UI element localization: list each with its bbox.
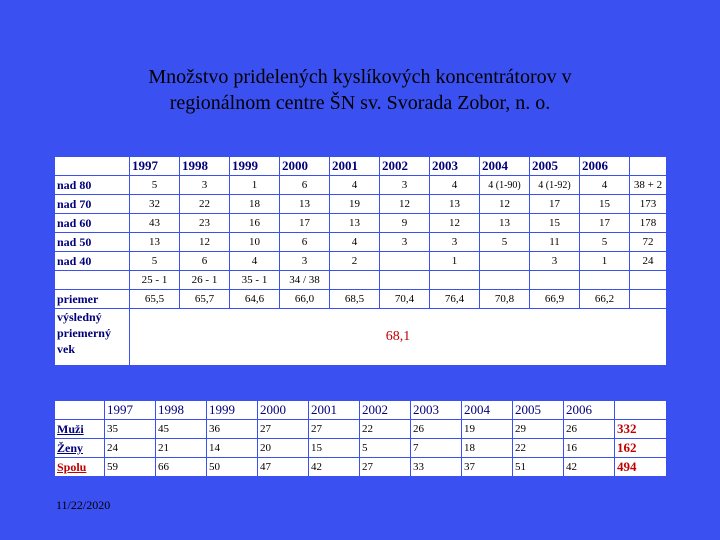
table-cell <box>480 271 530 290</box>
table-cell: 4 <box>580 176 630 195</box>
header-year: 1998 <box>156 401 207 420</box>
header-year: 1997 <box>105 401 156 420</box>
slide-title <box>40 64 680 116</box>
average-value: 65,7 <box>180 290 230 309</box>
table-cell: 11 <box>530 233 580 252</box>
table-cell: 35 - 1 <box>230 271 280 290</box>
table-row <box>55 176 667 195</box>
table-row <box>55 420 667 439</box>
table-cell: 27 <box>258 420 309 439</box>
table-row <box>55 233 667 252</box>
table-cell: 22 <box>513 439 564 458</box>
table-cell: 27 <box>360 458 411 477</box>
header-empty <box>615 401 667 420</box>
table-row <box>55 252 667 271</box>
table-cell: 4 (1-90) <box>480 176 530 195</box>
header-year: 1998 <box>180 157 230 176</box>
table-cell: 19 <box>462 420 513 439</box>
row-label: nad 60 <box>55 214 130 233</box>
header-empty <box>630 157 667 176</box>
table-cell: 13 <box>280 195 330 214</box>
table-cell: 5 <box>360 439 411 458</box>
table-cell: 15 <box>580 195 630 214</box>
title-line-1: Množstvo pridelených kyslíkových koncentrátorov v <box>148 66 572 88</box>
ranges-row <box>55 271 667 290</box>
final-average-value: 68,1 <box>130 309 667 366</box>
average-value: 66,2 <box>580 290 630 309</box>
table-cell: 18 <box>230 195 280 214</box>
table-row <box>55 458 667 477</box>
table-cell: 173 <box>630 195 667 214</box>
header-empty <box>55 157 130 176</box>
table-cell: 3 <box>280 252 330 271</box>
row-total: 162 <box>615 439 667 458</box>
table-cell: 2 <box>330 252 380 271</box>
table-cell <box>380 252 430 271</box>
row-label: Spolu <box>55 458 105 477</box>
table-cell <box>480 252 530 271</box>
table-cell: 66 <box>156 458 207 477</box>
table-cell <box>630 290 667 309</box>
table-cell: 13 <box>480 214 530 233</box>
table-cell: 12 <box>180 233 230 252</box>
row-total: 332 <box>615 420 667 439</box>
table-cell: 6 <box>180 252 230 271</box>
header-year: 2001 <box>309 401 360 420</box>
table-cell: 13 <box>430 195 480 214</box>
table-cell <box>380 271 430 290</box>
table-cell: 3 <box>180 176 230 195</box>
table-cell: 3 <box>430 233 480 252</box>
header-year: 2005 <box>530 157 580 176</box>
table-cell: 3 <box>380 176 430 195</box>
table-cell <box>430 271 480 290</box>
header-year: 2001 <box>330 157 380 176</box>
table-cell: 26 - 1 <box>180 271 230 290</box>
table-cell: 18 <box>462 439 513 458</box>
row-label: nad 70 <box>55 195 130 214</box>
header-year: 2004 <box>462 401 513 420</box>
header-year: 2000 <box>258 401 309 420</box>
table-cell: 33 <box>411 458 462 477</box>
table-cell: 25 - 1 <box>130 271 180 290</box>
table-cell: 9 <box>380 214 430 233</box>
table-cell: 43 <box>130 214 180 233</box>
table-cell: 4 <box>430 176 480 195</box>
average-value: 65,5 <box>130 290 180 309</box>
table-cell: 45 <box>156 420 207 439</box>
table-row <box>55 214 667 233</box>
header-year: 2006 <box>564 401 615 420</box>
title-line-2: regionálnom centre ŠN sv. Svorada Zobor, n. o. <box>169 92 551 114</box>
average-row <box>55 290 667 309</box>
table-cell: 4 <box>230 252 280 271</box>
header-year: 2003 <box>430 157 480 176</box>
average-value: 66,9 <box>530 290 580 309</box>
row-label: Ženy <box>55 439 105 458</box>
table-cell: 17 <box>580 214 630 233</box>
table-cell: 1 <box>430 252 480 271</box>
table-cell: 12 <box>380 195 430 214</box>
table-cell <box>530 271 580 290</box>
table-cell <box>580 271 630 290</box>
table-cell: 47 <box>258 458 309 477</box>
table-cell: 26 <box>564 420 615 439</box>
table-cell: 29 <box>513 420 564 439</box>
table-cell: 42 <box>564 458 615 477</box>
table-cell: 17 <box>280 214 330 233</box>
table-cell: 15 <box>530 214 580 233</box>
table-cell: 51 <box>513 458 564 477</box>
header-empty <box>55 401 105 420</box>
table-cell: 36 <box>207 420 258 439</box>
table-cell: 15 <box>309 439 360 458</box>
gender-summary-table <box>54 400 667 477</box>
average-value: 70,4 <box>380 290 430 309</box>
table-cell: 5 <box>580 233 630 252</box>
table-cell: 17 <box>530 195 580 214</box>
table-cell: 27 <box>309 420 360 439</box>
table-cell: 10 <box>230 233 280 252</box>
table-cell: 19 <box>330 195 380 214</box>
table-cell: 14 <box>207 439 258 458</box>
header-year: 2004 <box>480 157 530 176</box>
table-row <box>55 195 667 214</box>
slide-date: 11/22/2020 <box>56 498 111 512</box>
average-label: priemer <box>55 290 130 309</box>
table-cell: 59 <box>105 458 156 477</box>
header-year: 1999 <box>230 157 280 176</box>
table-cell: 1 <box>580 252 630 271</box>
row-label: Muži <box>55 420 105 439</box>
header-year: 1999 <box>207 401 258 420</box>
table-cell: 12 <box>480 195 530 214</box>
table-cell: 16 <box>564 439 615 458</box>
average-value: 70,8 <box>480 290 530 309</box>
table-cell: 26 <box>411 420 462 439</box>
table-cell: 21 <box>156 439 207 458</box>
table-cell: 5 <box>130 176 180 195</box>
header-year: 2002 <box>380 157 430 176</box>
table-cell <box>630 271 667 290</box>
table-cell: 4 (1-92) <box>530 176 580 195</box>
table-cell: 3 <box>530 252 580 271</box>
row-total: 494 <box>615 458 667 477</box>
table-cell: 24 <box>630 252 667 271</box>
header-year: 2006 <box>580 157 630 176</box>
age-distribution-table <box>54 156 667 366</box>
table-cell: 50 <box>207 458 258 477</box>
average-value: 68,5 <box>330 290 380 309</box>
row-label: nad 40 <box>55 252 130 271</box>
table-cell: 34 / 38 <box>280 271 330 290</box>
table-cell: 38 + 2 <box>630 176 667 195</box>
row-label: nad 50 <box>55 233 130 252</box>
table-row <box>55 439 667 458</box>
table-cell: 42 <box>309 458 360 477</box>
table-cell: 12 <box>430 214 480 233</box>
table-header-row <box>55 401 667 420</box>
table-cell: 4 <box>330 176 380 195</box>
table-cell: 13 <box>330 214 380 233</box>
table-cell: 13 <box>130 233 180 252</box>
table-cell: 32 <box>130 195 180 214</box>
table-cell: 5 <box>130 252 180 271</box>
table-cell: 6 <box>280 176 330 195</box>
table-cell: 22 <box>180 195 230 214</box>
header-year: 2003 <box>411 401 462 420</box>
header-year: 2000 <box>280 157 330 176</box>
header-year: 1997 <box>130 157 180 176</box>
table-cell <box>330 271 380 290</box>
table-cell: 20 <box>258 439 309 458</box>
table-cell: 23 <box>180 214 230 233</box>
header-year: 2002 <box>360 401 411 420</box>
table-cell: 7 <box>411 439 462 458</box>
header-year: 2005 <box>513 401 564 420</box>
table-cell: 22 <box>360 420 411 439</box>
table-cell: 24 <box>105 439 156 458</box>
table-cell: 35 <box>105 420 156 439</box>
table-cell: 1 <box>230 176 280 195</box>
table-cell: 37 <box>462 458 513 477</box>
average-value: 66,0 <box>280 290 330 309</box>
table-cell: 6 <box>280 233 330 252</box>
table-cell: 4 <box>330 233 380 252</box>
table-cell <box>55 271 130 290</box>
table-cell: 5 <box>480 233 530 252</box>
average-value: 64,6 <box>230 290 280 309</box>
final-average-row <box>55 309 667 366</box>
average-value: 76,4 <box>430 290 480 309</box>
row-label: nad 80 <box>55 176 130 195</box>
table-cell: 3 <box>380 233 430 252</box>
table-cell: 72 <box>630 233 667 252</box>
table-cell: 16 <box>230 214 280 233</box>
table-header-row <box>55 157 667 176</box>
table-cell: 178 <box>630 214 667 233</box>
final-average-label: výsledný priemerný vek <box>55 309 130 366</box>
